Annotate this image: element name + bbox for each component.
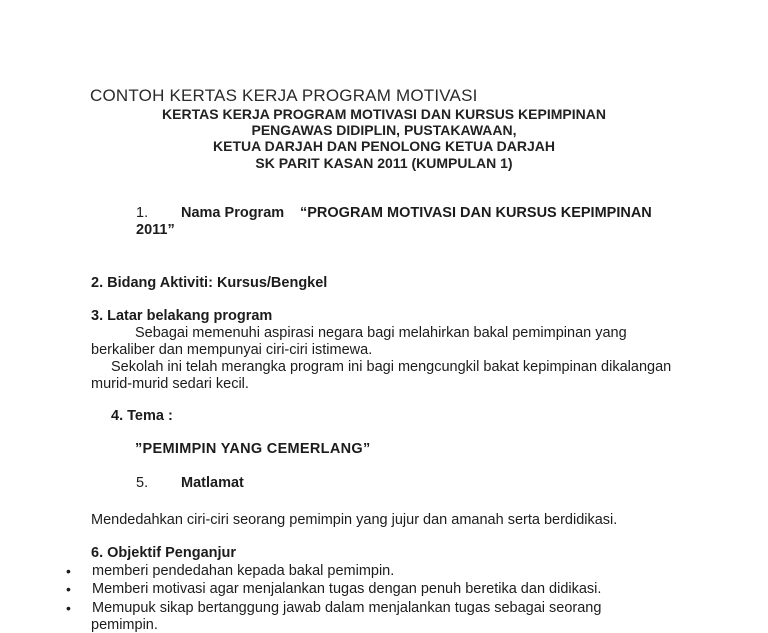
item2-text: 2. Bidang Aktiviti: Kursus/Bengkel <box>91 275 328 291</box>
header-line-3: KETUA DARJAH DAN PENOLONG KETUA DARJAH <box>213 138 555 154</box>
header-line-1: KERTAS KERJA PROGRAM MOTIVASI DAN KURSUS KEPIMPINAN <box>162 106 606 122</box>
item1-label: Nama Program <box>181 205 285 221</box>
bullet-3-text: Memupuk sikap bertanggung jawab dalam menjalankan tugas sebagai seorang <box>92 600 602 616</box>
bullet-3-dot: • <box>66 600 71 616</box>
item3-line-4: murid-murid sedari kecil. <box>91 376 249 392</box>
item3-line-3: Sekolah ini telah merangka program ini bagi mengcungkil bakat kepimpinan dikalangan <box>111 359 672 375</box>
item1-value-cont: 2011” <box>136 222 175 238</box>
bullet-1-dot: • <box>66 563 71 579</box>
document-title: CONTOH KERTAS KERJA PROGRAM MOTIVASI <box>90 86 478 105</box>
item5-text: Mendedahkan ciri-ciri seorang pemimpin yang jujur dan amanah serta berdidikasi. <box>91 512 618 528</box>
item5-label: Matlamat <box>181 475 244 491</box>
bullet-1-text: memberi pendedahan kepada bakal pemimpin. <box>92 563 395 579</box>
bullet-2-text: Memberi motivasi agar menjalankan tugas dengan penuh beretika dan didikasi. <box>92 581 602 597</box>
item4-heading: 4. Tema : <box>111 408 173 424</box>
bullet-2-dot: • <box>66 581 71 597</box>
item1-value: “PROGRAM MOTIVASI DAN KURSUS KEPIMPINAN <box>300 205 652 221</box>
item3-line-2: berkaliber dan mempunyai ciri-ciri istimewa. <box>91 342 373 358</box>
item4-theme: ”PEMIMPIN YANG CEMERLANG” <box>135 441 371 457</box>
item3-heading: 3. Latar belakang program <box>91 308 273 324</box>
header-line-4: SK PARIT KASAN 2011 (KUMPULAN 1) <box>255 155 513 171</box>
bullet-3-text-cont: pemimpin. <box>91 617 158 633</box>
item1-number: 1. <box>136 205 149 221</box>
header-line-2: PENGAWAS DIDIPLIN, PUSTAKAWAAN, <box>251 122 517 138</box>
item3-line-1: Sebagai memenuhi aspirasi negara bagi melahirkan bakal pemimpinan yang <box>135 325 627 341</box>
item6-heading: 6. Objektif Penganjur <box>91 545 237 561</box>
item5-number: 5. <box>136 475 149 491</box>
